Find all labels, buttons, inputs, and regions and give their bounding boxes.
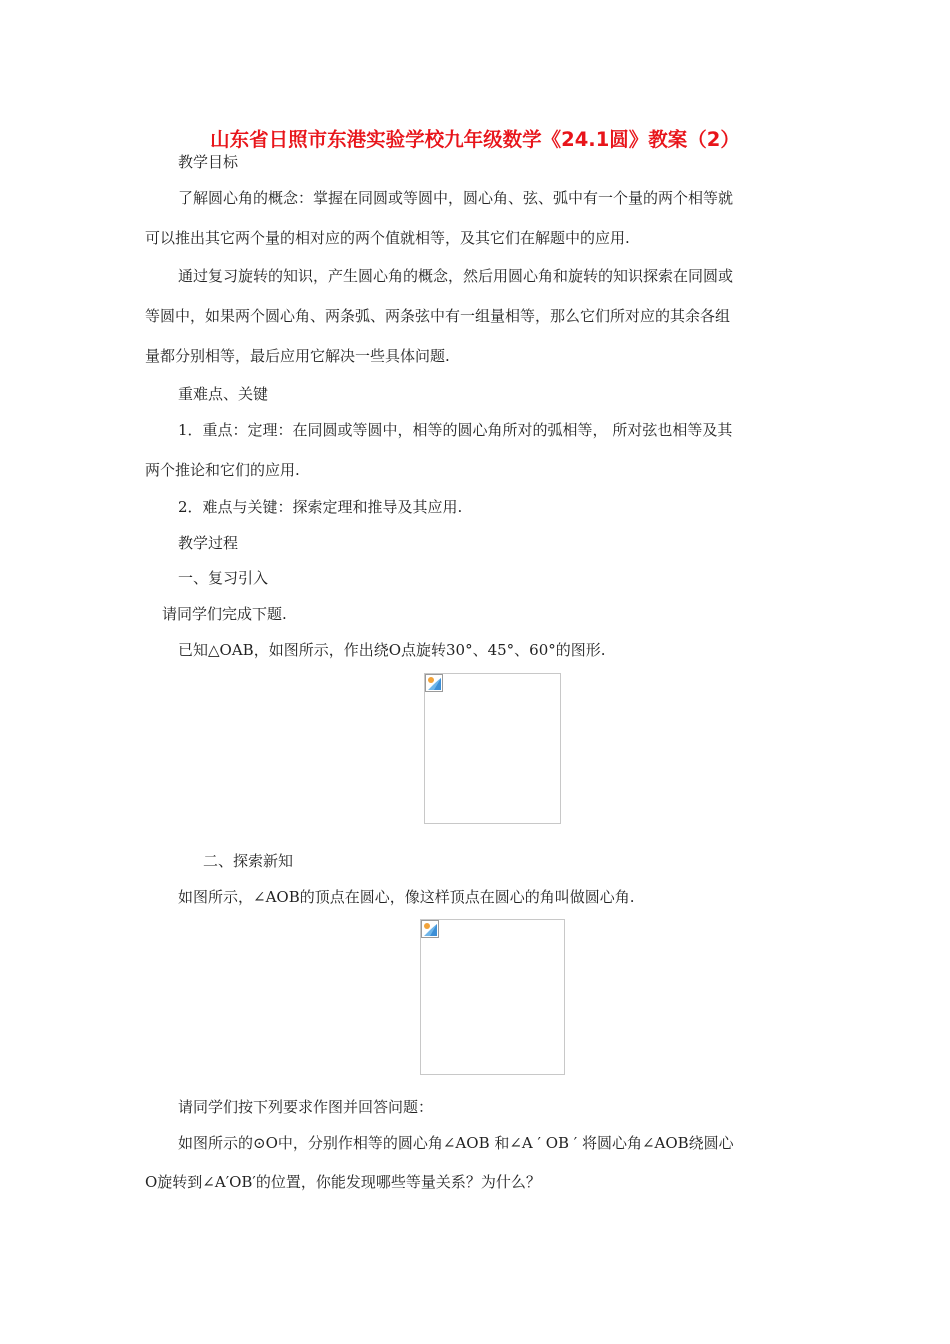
- section-review-paragraph-2: 已知△OAB，如图所示，作出绕O点旋转30°、45°、60°的图形.: [178, 641, 606, 659]
- broken-image-icon: [421, 920, 439, 938]
- goals-paragraph-1-line-2: 可以推出其它两个量的相对应的两个值就相等，及其它们在解题中的应用.: [145, 229, 630, 247]
- goals-paragraph-2-line-2: 等圆中，如果两个圆心角、两条弧、两条弦中有一组量相等，那么它们所对应的其余各组: [145, 307, 731, 325]
- section-review-paragraph-1: 请同学们完成下题.: [162, 605, 287, 623]
- key-point-1-line-1: 1．重点：定理：在同圆或等圆中，相等的圆心角所对的弧相等， 所对弦也相等及其: [178, 421, 733, 439]
- section-review-heading: 一、复习引入: [178, 569, 269, 587]
- document-title: 山东省日照市东港实验学校九年级数学《24.1圆》教案（2）: [210, 128, 740, 151]
- broken-image-icon: [425, 674, 443, 692]
- key-point-2: 2．难点与关键：探索定理和推导及其应用.: [178, 498, 463, 516]
- section-explore-paragraph-2: 请同学们按下列要求作图并回答问题：: [178, 1098, 434, 1116]
- key-point-1-line-2: 两个推论和它们的应用.: [145, 461, 300, 479]
- figure-central-angle-image: [420, 919, 565, 1075]
- section-explore-heading: 二、探索新知: [203, 852, 294, 870]
- heading-process: 教学过程: [178, 534, 239, 552]
- section-explore-paragraph-1: 如图所示，∠AOB的顶点在圆心，像这样顶点在圆心的角叫做圆心角.: [178, 888, 635, 906]
- section-explore-paragraph-3-line-1: 如图所示的⊙O中，分别作相等的圆心角∠AOB 和∠A ′ OB ′ 将圆心角∠AOB绕圆心: [178, 1134, 734, 1152]
- goals-paragraph-1-line-1: 了解圆心角的概念：掌握在同圆或等圆中，圆心角、弦、弧中有一个量的两个相等就: [178, 189, 734, 207]
- heading-key-points: 重难点、关键: [178, 385, 269, 403]
- goals-paragraph-2-line-3: 量都分别相等，最后应用它解决一些具体问题.: [145, 347, 450, 365]
- heading-goals: 教学目标: [178, 153, 239, 171]
- section-explore-paragraph-3-line-2: O旋转到∠A′OB′的位置，你能发现哪些等量关系？为什么？: [145, 1173, 541, 1191]
- figure-rotation-image: [424, 673, 561, 824]
- goals-paragraph-2-line-1: 通过复习旋转的知识，产生圆心角的概念，然后用圆心角和旋转的知识探索在同圆或: [178, 267, 734, 285]
